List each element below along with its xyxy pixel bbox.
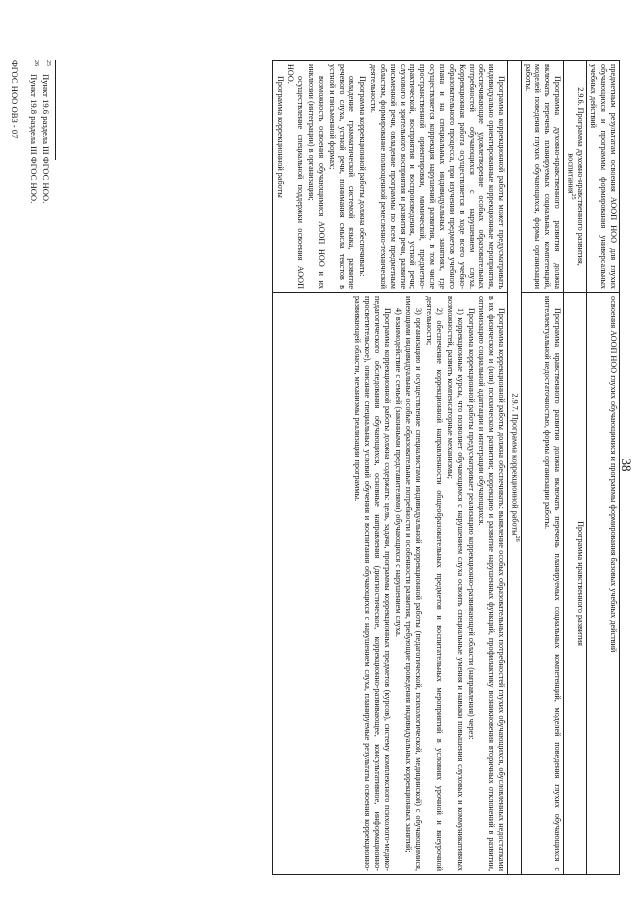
right-paragraph: Программа коррекционной работы должна содержать: цель, задачи, программы коррекционных предметов (курсов), систему комплексного психолого-медико-педагогического обследования обучающихся, основные направления (диагностическое, коррекционно-развивающее, консультативное, информационно-просветительское), описание специальных условий обучения и воспитания обучающихся с нарушением слуха, планируемые результаты освоения коррекционно-развивающей области, механизмы реализации программы. <box>353 296 392 871</box>
footnote-text: Пункт 19.6 раздела III ФГОС НОО. <box>41 74 51 204</box>
right-paragraph: 4) взаимодействие с семьей (законными представителями) обучающихся с нарушением слуха. <box>393 308 403 637</box>
right-paragraph: Программа коррекционной работы должна обеспечивать: выявление особых образовательных потребностей глухих обучающихся, обусловленных недостатками в их физическом и (или) психическом развитии; коррекцию и развитие нарушенных функций, профилактику возникновения вторичных отклонений в развитии, оптимизацию социальной адаптации и интеграции обучающихся. <box>477 296 507 871</box>
correction-right-cell <box>272 293 507 875</box>
right-paragraph: 2) обеспечение коррекционной направленности общеобразовательных предметов и воспитательных мероприятий в условиях урочной и внеурочной деятельности; <box>425 296 445 871</box>
table-row <box>272 61 507 875</box>
footnote-number: 26 <box>32 60 39 66</box>
section-296-right: Программа нравственного развития <box>564 293 587 875</box>
left-paragraph: Программа коррекционной работы может предусматривать индивидуально ориентированные коррекционные мероприятия, обеспечивающие удовлетворение особых образовательных потребностей обучающихся с нарушением слуха. Коррекционная работа осуществляется в ходе всего учебно-образовательного процесса, при изучении предметов учебного плана и на специальных индивидуальных занятиях, где осуществляется коррекция нарушений развития, в том числе пространственной ориентировки, мимической, предметно-практической, восприятия и воспроизведения, устной речи; слухового и зрительного восприятия и развития речи, развитие письменной речи, овладение программы по всем предметным областям, формирование полноценной ремесленно-технической деятельности. <box>369 64 507 289</box>
section-297-label: 2.9.7. Программа коррекционной работы <box>509 393 519 536</box>
left-paragraph: осуществление специальной поддержки освоения АООП НОО. <box>286 64 306 289</box>
left-paragraph: Программа коррекционной работы <box>275 76 285 198</box>
table-row <box>564 61 587 875</box>
right-paragraph: 3) организацию и осуществление специалистами индивидуальной коррекционной работы (педагогической, психологической, медицинской) с обучающимися, имеющими индивидуальные особые образовательные потребности и особенности развития, требующие проведения индивидуальных коррекционных занятий; <box>404 296 424 871</box>
prev-left-cell: предметным результатам освоения АООП НОО для глухих обучающихся и программы формирования универсальных учебных действий <box>587 61 620 293</box>
correction-left-cell <box>272 61 507 293</box>
right-paragraph: Программа коррекционной работы предусматривает реализацию коррекционно-развивающей области (направления) через: <box>466 308 476 740</box>
table-row <box>521 61 563 875</box>
table-row <box>508 61 522 875</box>
footnote-number: 25 <box>44 60 51 66</box>
page-number: 38 <box>619 458 634 472</box>
prev-right-cell: освоения АООП НОО глухих обучающимися и программы формирования базовых учебных действий <box>587 293 620 875</box>
table-row <box>587 61 620 875</box>
left-paragraph: овладение грамматической системой языка, развитие речевого слуха, устной речи, понимания смысла текстов в устной и письменной формах; <box>327 64 357 289</box>
footnote <box>41 60 51 203</box>
standard-comparison-table <box>272 60 620 875</box>
left-paragraph: возможность освоения обучающимися АООП НОО и их инклюзии (интеграции) в организации; <box>307 64 326 289</box>
p296-left-cell: Программа духовно-нравственного развития должна включать перечень планируемых социальных компетенций, моделей поведения глухих обучающихся, формы организации работы. <box>521 61 563 293</box>
footnote-text: Пункт 19.8 раздела III ФГОС НОО. <box>29 74 39 204</box>
right-paragraph: 1) коррекционные курсы, что позволяет обучающимся с нарушением слуха освоить специальные умения и навыки повышения слуховых и коммуникативных возможностей, развить компенсаторные механизмы; <box>445 296 465 871</box>
section-296-label: 2.9.6. Программа духовно-нравственного развития, воспитания <box>565 87 586 266</box>
footnote-separator <box>55 60 56 160</box>
document-footer: ФГОС НОО ОВЗ - 07 <box>10 60 20 139</box>
section-297-heading <box>508 61 522 875</box>
footnote <box>29 60 39 203</box>
footnote-ref-26: 26 <box>513 535 520 542</box>
left-paragraph: Программа коррекционной работы должна обеспечивать: <box>358 76 368 277</box>
p296-right-cell: Программа нравственного развития должна включать перечень планируемых социальных компетенций, моделей поведения глухих обучающихся с интеллектуальной недостаточностью, формы организации работы. <box>521 293 563 875</box>
section-296-left <box>564 61 587 293</box>
footnote-ref-25: 25 <box>569 193 576 200</box>
